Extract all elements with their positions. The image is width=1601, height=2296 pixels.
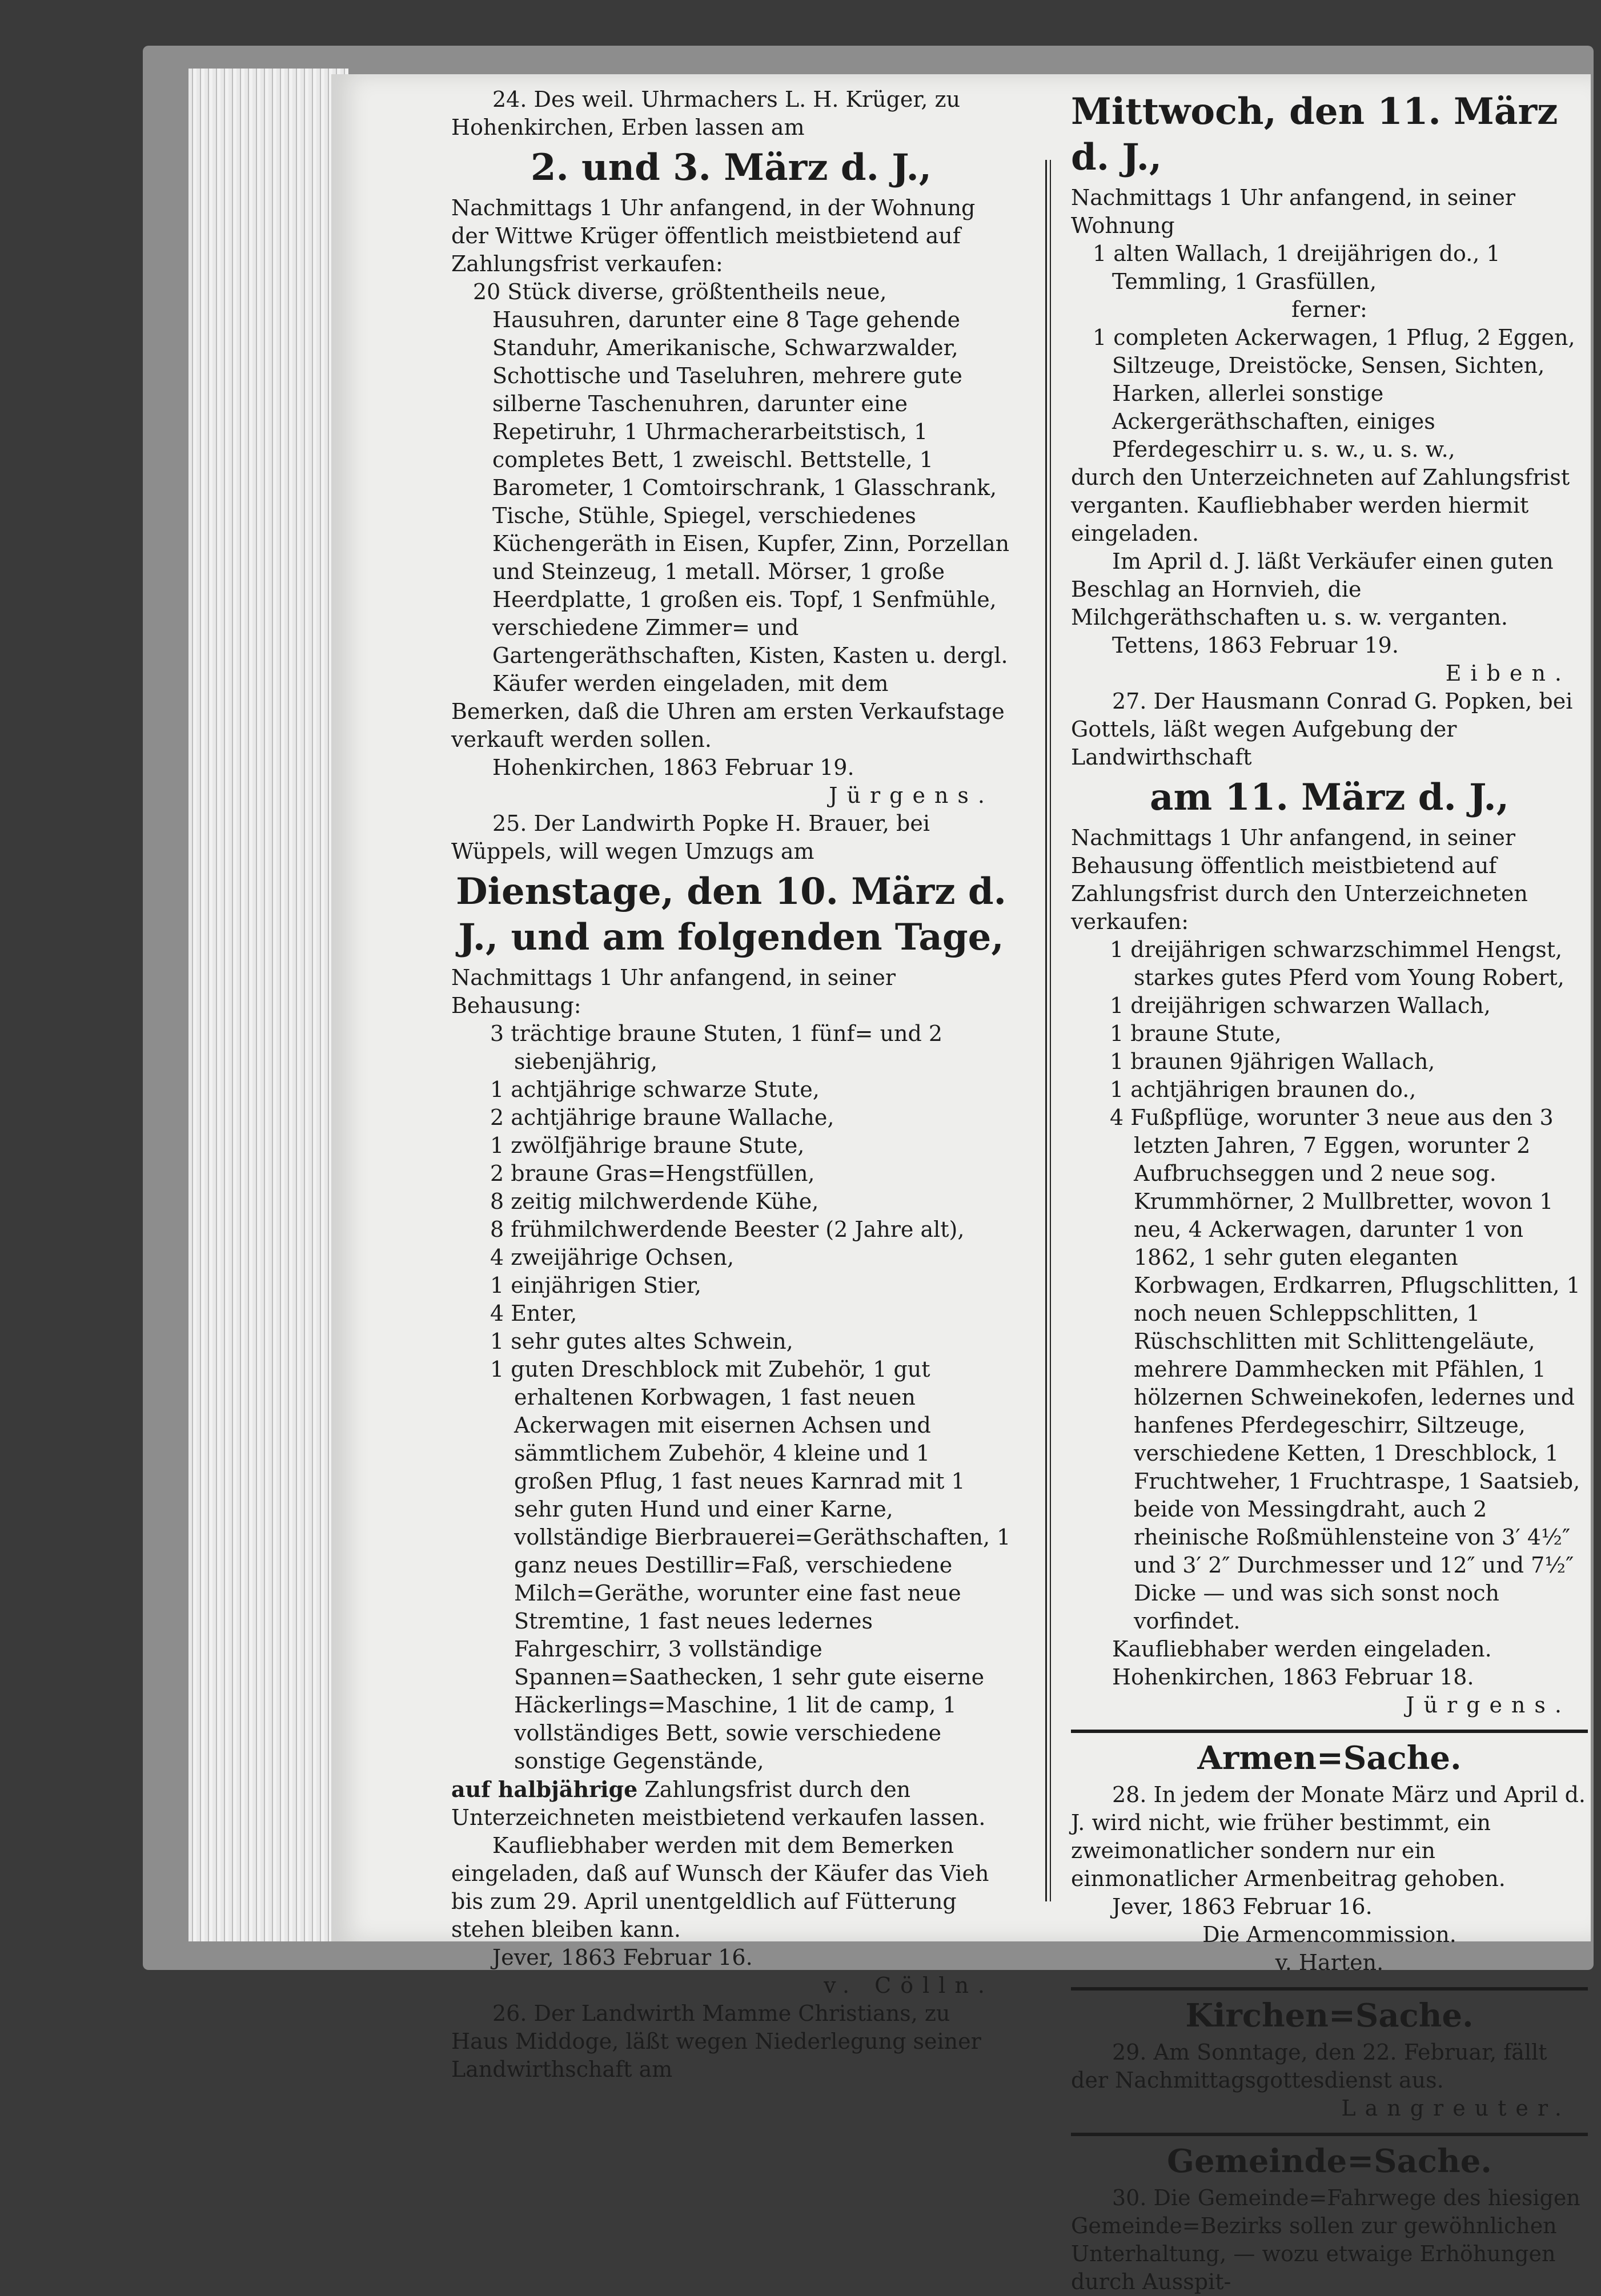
- notice-25-date: Dienstage, den 10. März d. J., und am folgenden Tage,: [456, 870, 1006, 959]
- notice-25-place: Jever, 1863 Februar 16.: [492, 1945, 753, 1970]
- list-item: 3 trächtige braune Stuten, 1 fünf= und 2 siebenjährig,: [490, 1021, 943, 1074]
- notice-26-signature: Eiben.: [1445, 661, 1571, 686]
- list-item: 1 braunen 9jährigen Wallach,: [1110, 1049, 1435, 1074]
- list-item: 1 achtjährige schwarze Stute,: [490, 1077, 820, 1102]
- notice-25-signature: v. Cölln.: [824, 1973, 994, 1998]
- list-item: 1 guten Dreschblock mit Zubehör, 1 gut erhaltenen Korbwagen, 1 fast neuen Ackerwagen mit eisernen Achsen und sämmtlichem Zubehör, 4 kleine und 1 großen Pflug, 1 fast neues Karnrad mit 1 sehr guten Hund und einer Karne, vollständige Bierbrauerei=Geräthschaften, 1 ganz neues Destillir=Faß, verschiedene Milch=Geräthe, worunter eine fast neue Stremtine, 1 fast neues ledernes Fahrgeschirr, 3 vollständige Spannen=Saathecken, 1 sehr gute eiserne Häckerlings=Maschine, 1 lit de camp, 1 vollständiges Bett, sowie verschiedene sonstige Gegenstände,: [490, 1357, 1011, 1774]
- notice-25-body: Nachmittags 1 Uhr anfangend, in seiner Behausung:: [451, 965, 896, 1018]
- kirchen-heading: Kirchen=Sache.: [1185, 1997, 1474, 2034]
- notice-27-date: am 11. März d. J.,: [1150, 776, 1509, 819]
- notice-27-body: Nachmittags 1 Uhr anfangend, in seiner Behausung öffentlich meistbietend auf Zahlungsfrist durch den Unterzeichneten verkaufen:: [1071, 825, 1528, 934]
- notice-27-item-list: [1071, 936, 1588, 1635]
- notice-26-ferner: ferner:: [1291, 297, 1367, 322]
- notice-24-place: Hohenkirchen, 1863 Februar 19.: [492, 755, 854, 780]
- notice-24-note: Käufer werden eingeladen, mit dem Bemerken, daß die Uhren am ersten Verkaufstage verkauft werden sollen.: [451, 671, 1005, 752]
- list-item: 1 sehr gutes altes Schwein,: [490, 1329, 793, 1354]
- column-divider: [1045, 160, 1047, 1901]
- kirchen-text: 29. Am Sonntage, den 22. Februar, fällt der Nachmittagsgottesdienst aus.: [1071, 2040, 1547, 2093]
- notice-24-body: Nachmittags 1 Uhr anfangend, in der Wohnung der Wittwe Krüger öffentlich meistbietend auf Zahlungsfrist verkaufen:: [451, 195, 976, 276]
- armen-text: 28. In jedem der Monate März und April d. J. wird nicht, wie früher bestimmt, ein zweimonatlicher sondern nur ein einmonatlicher Armenbeitrag gehoben.: [1071, 1782, 1586, 1891]
- gemeinde-text: 30. Die Gemeinde=Fahrwege des hiesigen Gemeinde=Bezirks sollen zur gewöhnlichen Unterhaltung, — wozu etwaige Erhöhungen durch Ausspit-: [1071, 2185, 1580, 2294]
- gemeinde-heading: Gemeinde=Sache.: [1167, 2142, 1492, 2180]
- notice-26-list1: 1 alten Wallach, 1 dreijährigen do., 1 Temmling, 1 Grasfüllen,: [1093, 241, 1500, 294]
- notice-25-terms: [451, 1775, 1011, 1832]
- list-item: 8 frühmilchwerdende Beester (2 Jahre alt),: [490, 1217, 965, 1242]
- armen-place: Jever, 1863 Februar 16.: [1112, 1894, 1373, 1919]
- list-item: 1 einjährigen Stier,: [490, 1273, 701, 1298]
- list-item: 1 zwölfjährige braune Stute,: [490, 1133, 805, 1158]
- notice-25-intro: 25. Der Landwirth Popke H. Brauer, bei Wüppels, will wegen Umzugs am: [451, 811, 930, 864]
- notice-24-intro: 24. Des weil. Uhrmachers L. H. Krüger, zu Hohenkirchen, Erben lassen am: [451, 87, 961, 140]
- list-item: 1 dreijährigen schwarzschimmel Hengst, starkes gutes Pferd vom Young Robert,: [1110, 937, 1564, 990]
- notice-25-note: Kaufliebhaber werden mit dem Bemerken eingeladen, daß auf Wunsch der Käufer das Vieh bis zum 29. April unentgeldlich auf Fütterung stehen bleiben kann.: [451, 1833, 989, 1942]
- notice-26-closing: durch den Unterzeichneten auf Zahlungsfrist verganten. Kaufliebhaber werden hiermit eingeladen.: [1071, 465, 1570, 546]
- notice-27-signature: Jürgens.: [1406, 1692, 1571, 1718]
- left-column: [451, 86, 1011, 2084]
- list-item: 1 braune Stute,: [1110, 1021, 1282, 1046]
- notice-26-place: Tettens, 1863 Februar 19.: [1112, 633, 1399, 658]
- notice-25-item-list: [451, 1020, 1011, 1775]
- section-rule: [1071, 1730, 1588, 1733]
- column-divider-second: [1050, 160, 1051, 1901]
- notice-24-goods: 20 Stück diverse, größtentheils neue, Hausuhren, darunter eine 8 Tage gehende Standuhr, Amerikanische, Schwarzwalder, Schottische und Taseluhren, mehrere gute silberne Taschenuhren, darunter eine Repetiruhr, 1 Uhrmacherarbeitstisch, 1 completes Bett, 1 zweischl. Bettstelle, 1 Barometer, 1 Comtoirschrank, 1 Glasschrank, Tische, Stühle, Spiegel, verschiedenes Küchengeräth in Eisen, Kupfer, Zinn, Porzellan und Steinzeug, 1 metall. Mörser, 1 große Heerdplatte, 1 großen eis. Topf, 1 Senfmühle, verschiedene Zimmer= und Gartengeräthschaften, Kisten, Kasten u. dergl.: [473, 279, 1010, 668]
- notice-27-place: Hohenkirchen, 1863 Februar 18.: [1112, 1664, 1474, 1690]
- list-item: 4 Enter,: [490, 1301, 577, 1326]
- armen-signature-2: v. Harten.: [1275, 1950, 1384, 1975]
- notice-25-terms-bold: auf halbjährige: [451, 1776, 638, 1802]
- notice-24-date: 2. und 3. März d. J.,: [530, 146, 932, 189]
- list-item: 4 zweijährige Ochsen,: [490, 1245, 735, 1270]
- notice-24-signature: Jürgens.: [829, 783, 994, 808]
- list-item: 4 Fußpflüge, worunter 3 neue aus den 3 letzten Jahren, 7 Eggen, worunter 2 Aufbruchseggen und 2 neue sog. Krummhörner, 2 Mullbretter, wovon 1 neu, 4 Ackerwagen, darunter 1 von 1862, 1 sehr guten eleganten Korbwagen, Erdkarren, Pflugschlitten, 1 noch neuen Schleppschlitten, 1 Rüschschlitten mit Schlittengeläute, mehrere Dammhecken mit Pfählen, 1 hölzernen Schweinekofen, ledernes und hanfenes Pferdegeschirr, Siltzeuge, verschiedene Ketten, 1 Dreschblock, 1 Fruchtweher, 1 Fruchtraspe, 1 Saatsieb, beide von Messingdraht, auch 2 rheinische Roßmühlensteine von 3′ 4½″ und 3′ 2″ Durchmesser und 12″ und 7½″ Dicke — und was sich sonst noch vorfindet.: [1110, 1105, 1580, 1634]
- notice-27-note: Kaufliebhaber werden eingeladen.: [1112, 1636, 1492, 1662]
- armen-heading: Armen=Sache.: [1197, 1739, 1462, 1777]
- notice-27-intro: 27. Der Hausmann Conrad G. Popken, bei Gottels, läßt wegen Aufgebung der Landwirthschaft: [1071, 689, 1573, 770]
- notice-26-body: Nachmittags 1 Uhr anfangend, in seiner Wohnung: [1071, 185, 1516, 238]
- list-item: 1 dreijährigen schwarzen Wallach,: [1110, 993, 1491, 1018]
- notice-26-date: Mittwoch, den 11. März d. J.,: [1071, 90, 1558, 179]
- notice-26-intro: 26. Der Landwirth Mamme Christians, zu Haus Middoge, läßt wegen Niederlegung seiner Landwirthschaft am: [451, 2001, 981, 2082]
- notice-26-april: Im April d. J. läßt Verkäufer einen guten Beschlag an Hornvieh, die Milchgeräthschaften u. s. w. verganten.: [1071, 549, 1554, 630]
- list-item: 8 zeitig milchwerdende Kühe,: [490, 1189, 819, 1214]
- right-column: [1071, 86, 1588, 2296]
- notice-26-list2: 1 completen Ackerwagen, 1 Pflug, 2 Eggen, Siltzeuge, Dreistöcke, Sensen, Sichten, Harken, allerlei sonstige Ackergeräthschaften, einiges Pferdegeschirr u. s. w., u. s. w.,: [1093, 325, 1575, 462]
- list-item: 2 braune Gras=Hengstfüllen,: [490, 1161, 815, 1186]
- list-item: 2 achtjährige braune Wallache,: [490, 1105, 834, 1130]
- notice-25-terms-rest: Zahlungsfrist durch den Unterzeichneten meistbietend verkaufen lassen.: [451, 1777, 986, 1830]
- kirchen-signature: Langreuter.: [1341, 2096, 1571, 2121]
- section-rule: [1071, 1987, 1588, 1991]
- page-stack: [188, 69, 348, 1941]
- armen-signature-1: Die Armencommission.: [1202, 1922, 1456, 1947]
- section-rule: [1071, 2133, 1588, 2136]
- list-item: 1 achtjährigen braunen do.,: [1110, 1077, 1417, 1102]
